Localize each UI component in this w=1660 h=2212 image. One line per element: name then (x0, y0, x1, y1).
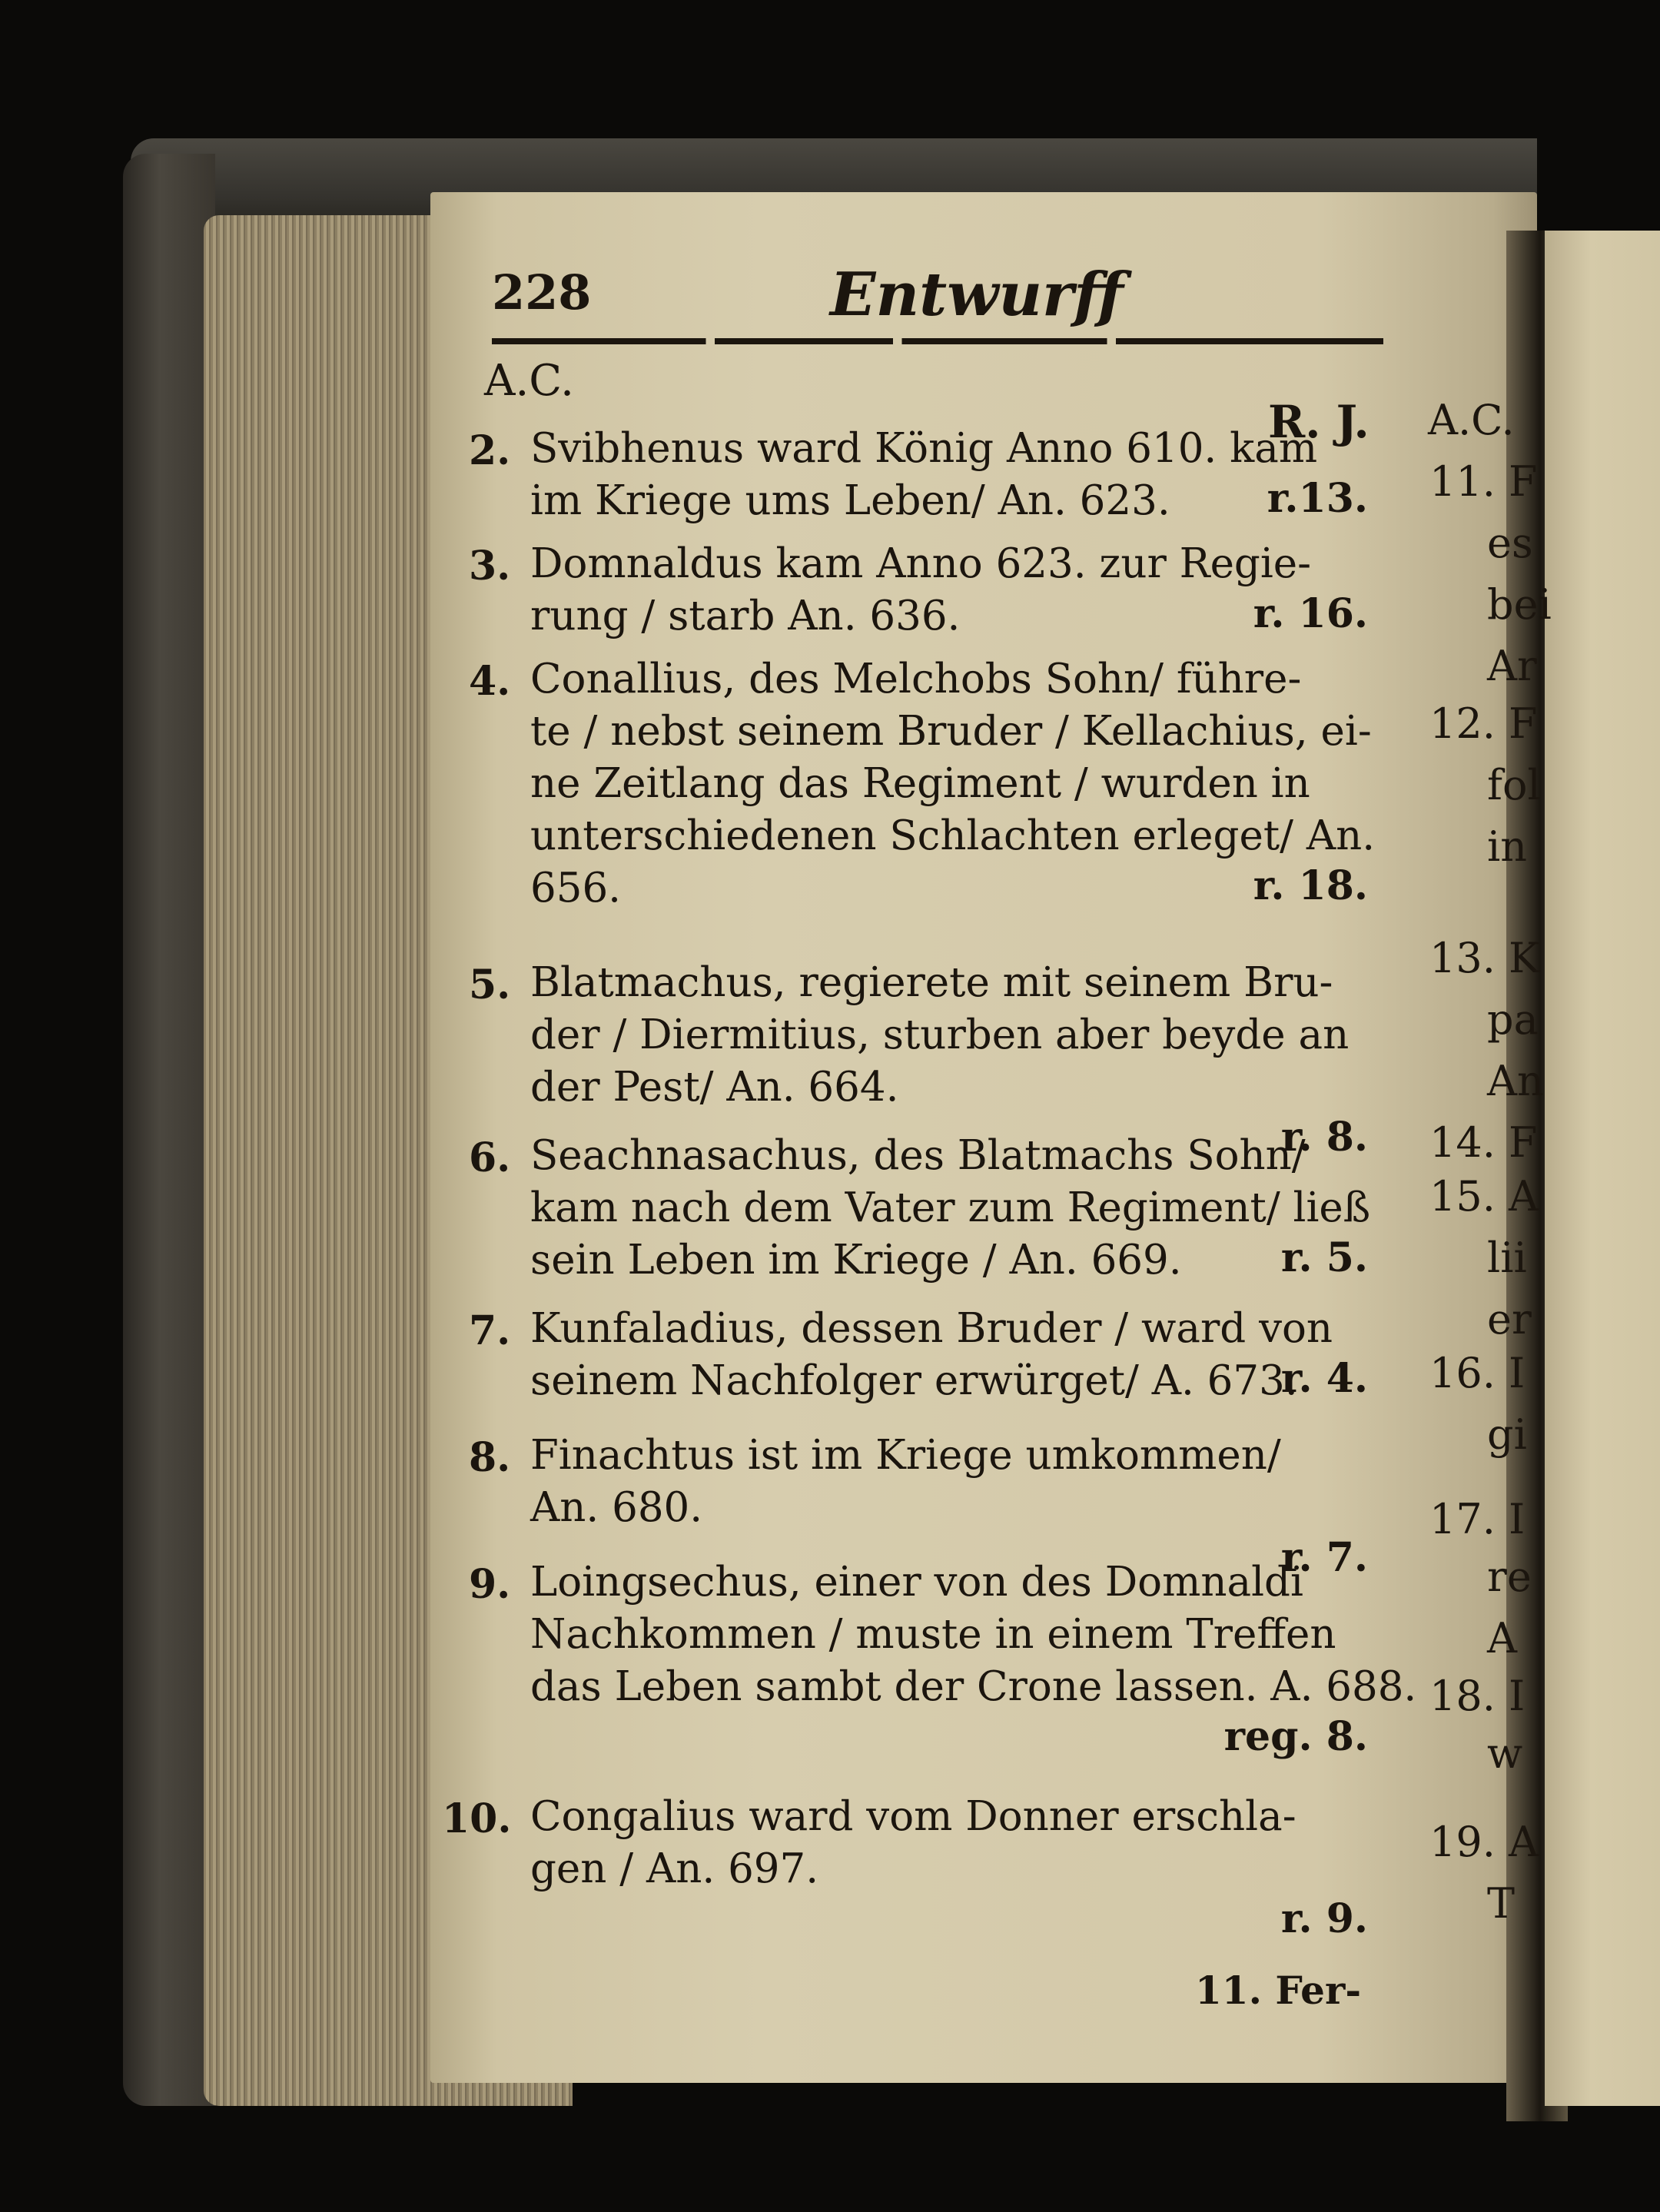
right-page-fragment: 19. A (1429, 1818, 1539, 1866)
right-page-fragment: T (1487, 1879, 1516, 1928)
entry-text (530, 1430, 1281, 1534)
entry-text (530, 1556, 1416, 1713)
reign-years: r. 18. (1253, 862, 1368, 909)
right-page-fragment: An (1487, 1057, 1544, 1105)
right-page-fragment: 17. I (1429, 1495, 1526, 1543)
entry-number: 4. (469, 658, 511, 705)
entry-text (530, 1791, 1296, 1895)
entry-line: ne Zeitlang das Regiment / wurden in (530, 760, 1310, 807)
right-page-fragment: 11. F (1429, 457, 1538, 506)
entry-line: Conallius, des Melchobs Sohn/ führe- (530, 656, 1302, 702)
entry-line: Blatmachus, regierete mit seinem Bru- (530, 959, 1333, 1006)
reign-years: r. 7. (1280, 1534, 1368, 1581)
entry-line: der Pest/ An. 664. (530, 1064, 899, 1111)
entry-line: Seachnasachus, des Blatmachs Sohn/ (530, 1132, 1306, 1179)
entry-text (530, 653, 1375, 915)
entry-line: Congalius ward vom Donner erschla- (530, 1793, 1296, 1840)
entry-text (530, 1303, 1333, 1407)
entry-text (530, 1130, 1370, 1287)
entry-line: rung / starb An. 636. (530, 593, 961, 639)
entry-text (530, 957, 1349, 1114)
entry-text (530, 423, 1317, 527)
entry-line: Finachtus ist im Kriege umkommen/ (530, 1432, 1281, 1479)
catchword: 11. Fer- (1195, 1968, 1362, 2013)
entry-line: der / Diermitius, sturben aber beyde an (530, 1011, 1350, 1058)
reign-years: r. 8. (1280, 1114, 1368, 1161)
right-page-fragment: lii (1487, 1234, 1527, 1282)
right-page-fragment: 14. F (1429, 1118, 1538, 1167)
entry-number: 8. (469, 1434, 511, 1481)
entry-line: 656. (530, 865, 622, 912)
reign-years: r. 5. (1280, 1234, 1368, 1281)
right-page-fragment: fol (1487, 761, 1541, 809)
right-page-fragment: 12. F (1429, 699, 1538, 748)
entry-number: 7. (469, 1307, 511, 1354)
right-page-fragment: 13. K (1429, 934, 1540, 982)
entry-line: das Leben sambt der Crone lassen. A. 688. (530, 1663, 1417, 1710)
entry-line: unterschiedenen Schlachten erleget/ An. (530, 812, 1376, 859)
book-spine (123, 154, 215, 2106)
reign-years: r. 9. (1280, 1895, 1368, 1942)
entry-text (530, 538, 1311, 643)
entry-line: sein Leben im Kriege / An. 669. (530, 1237, 1182, 1284)
entry-line: gen / An. 697. (530, 1845, 819, 1892)
entry-number: 10. (442, 1795, 512, 1842)
entry-line: An. 680. (530, 1484, 703, 1531)
entry-line: Domnaldus kam Anno 623. zur Regie- (530, 540, 1312, 587)
entry-number: 6. (469, 1134, 511, 1181)
column-label-right: R. J. (1268, 396, 1370, 448)
column-label-left: A.C. (484, 356, 574, 406)
right-page-fragment: Ar (1487, 642, 1537, 690)
reign-years: r.13. (1267, 475, 1368, 522)
entry-line: im Kriege ums Leben/ An. 623. (530, 477, 1170, 524)
right-page-fragment: w (1487, 1729, 1523, 1778)
page-title: Entwurff (830, 260, 1124, 330)
page-number: 228 (492, 264, 592, 321)
right-page-fragment: er (1487, 1295, 1532, 1343)
entry-line: Kunfaladius, dessen Bruder / ward von (530, 1305, 1333, 1352)
entry-line: seinem Nachfolger erwürget/ A. 673. (530, 1357, 1298, 1404)
right-page-fragment: 16. I (1429, 1349, 1526, 1397)
entry-number: 3. (469, 543, 511, 590)
entry-line: te / nebst seinem Bruder / Kellachius, ei- (530, 708, 1372, 755)
right-page-fragment: 15. A (1429, 1172, 1539, 1221)
right-page-fragment: bei (1487, 580, 1552, 629)
right-page-fragment: re (1487, 1553, 1532, 1601)
entry-line: Svibhenus ward König Anno 610. kam (530, 425, 1318, 472)
right-page-fragment: gi (1487, 1410, 1527, 1459)
right-page (1545, 231, 1660, 2106)
reign-years: r. 4. (1280, 1355, 1368, 1402)
header-rule (492, 338, 1383, 344)
entry-line: Nachkommen / muste in einem Treffen (530, 1611, 1336, 1658)
reign-years: reg. 8. (1223, 1713, 1368, 1760)
entry-line: Loingsechus, einer von des Domnaldi (530, 1559, 1303, 1606)
right-column-label: A.C. (1428, 396, 1515, 444)
right-page-fragment: pa (1487, 995, 1539, 1044)
entry-number: 9. (469, 1561, 511, 1608)
reign-years: r. 16. (1253, 590, 1368, 637)
entry-number: 5. (469, 962, 511, 1008)
right-page-fragment: es (1487, 519, 1533, 567)
right-page-fragment: A (1487, 1614, 1517, 1662)
right-page-fragment: in (1487, 822, 1528, 871)
entry-line: kam nach dem Vater zum Regiment/ ließ (530, 1184, 1371, 1231)
entry-number: 2. (469, 427, 511, 474)
right-page-fragment: 18. I (1429, 1672, 1526, 1720)
